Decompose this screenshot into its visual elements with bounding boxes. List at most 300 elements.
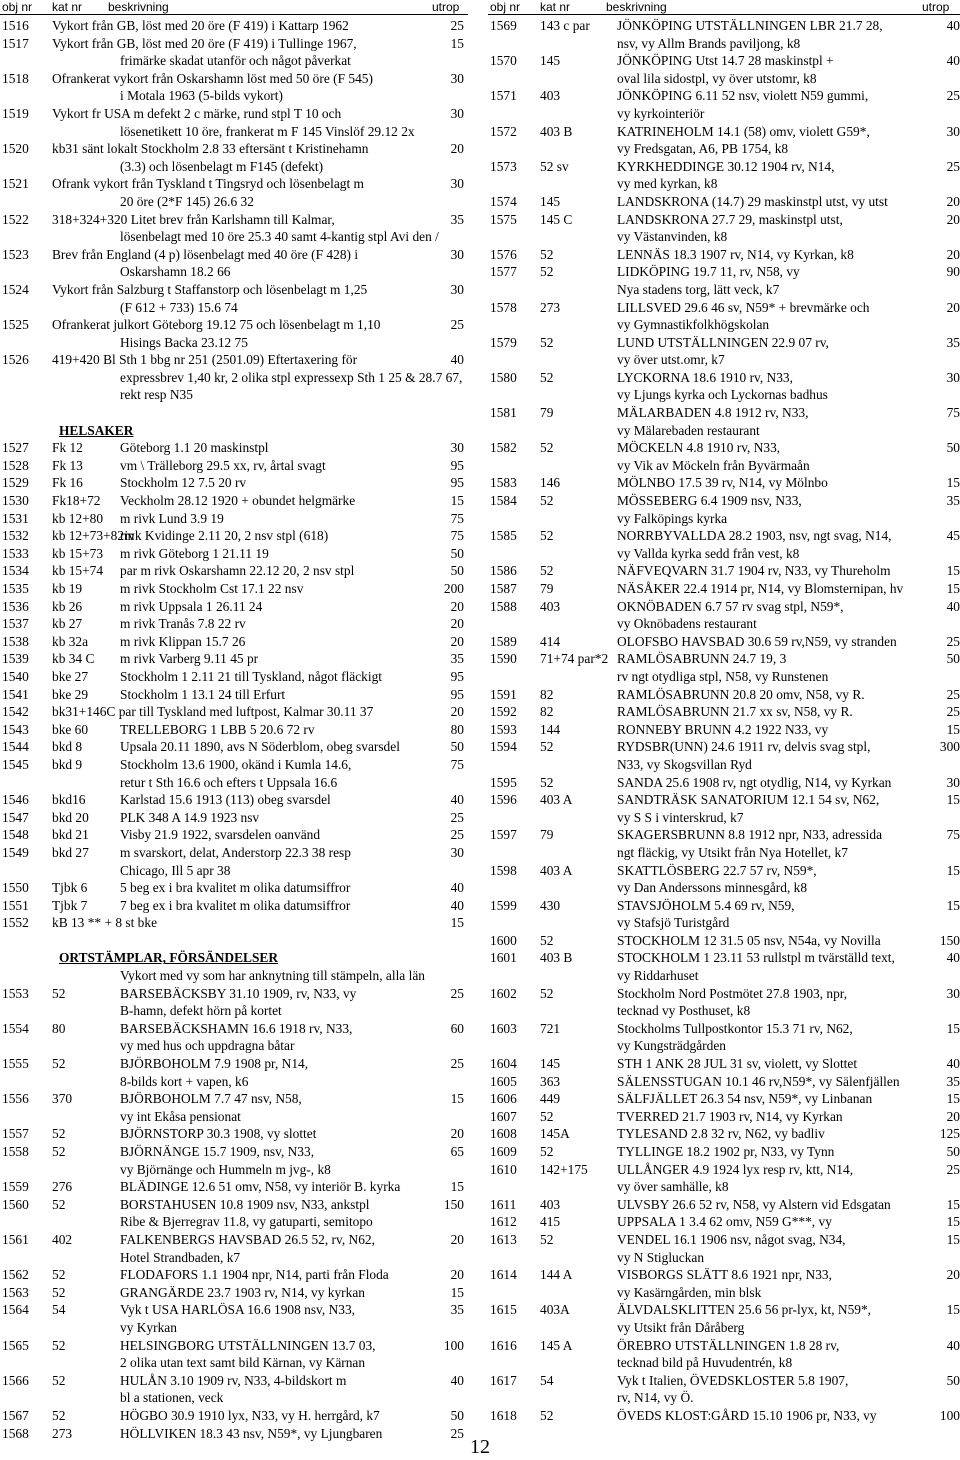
lot-description: Oskarshamn 18.2 66 [120, 264, 231, 280]
lot-price: 15 [450, 1284, 464, 1300]
lot-description: 20 öre (2*F 145) 26.6 32 [120, 193, 254, 209]
lot-description: vy Utsikt från Dåråberg [617, 1319, 745, 1335]
lot-number: 1521 [2, 176, 29, 192]
lot-price: 15 [946, 475, 960, 491]
lot-price: 125 [939, 1126, 960, 1142]
lot-description: vy Vik av Möckeln från Byvärmaån [617, 457, 810, 473]
lot-price: 25 [946, 686, 960, 702]
catalog-number: 403 A [540, 862, 573, 878]
lot-number: 1609 [490, 1144, 517, 1159]
header-katnr: kat nr [540, 0, 571, 14]
lot-price: 300 [939, 739, 960, 755]
lot-number: 1516 [2, 18, 29, 33]
lot-price: 25 [450, 317, 464, 333]
lot-row [490, 862, 960, 897]
catalog-number: Tjbk 7 [52, 897, 88, 913]
lot-price: 35 [450, 211, 464, 227]
lot-price: 50 [450, 563, 464, 579]
lot-description: BARSEBÄCKSHAMN 16.6 1918 rv, N33, [120, 1020, 353, 1036]
lot-number: 1541 [2, 686, 29, 702]
lot-description: Stockholm 1 13.1 24 till Erfurt [120, 686, 286, 702]
lot-number: 1595 [490, 774, 517, 790]
lot-description: m rivk Lund 3.9 19 [120, 510, 224, 526]
catalog-number: 54 [52, 1302, 66, 1318]
catalog-number: bkd 20 [52, 809, 89, 825]
lot-price: 20 [946, 246, 960, 262]
lot-price: 50 [946, 651, 960, 667]
catalog-number: 143 c par [540, 18, 590, 33]
catalog-number: 71+74 par*2 [540, 651, 609, 667]
lot-row [490, 17, 960, 52]
lot-price: 15 [946, 1196, 960, 1212]
lot-description: vm \ Trälleborg 29.5 xx, rv, årtal svagt [120, 457, 326, 473]
lot-row [490, 774, 960, 792]
lot-number: 1598 [490, 862, 517, 878]
lot-price: 25 [946, 633, 960, 649]
lot-price: 15 [946, 721, 960, 737]
lot-description: Nya stadens torg, lätt veck, k7 [617, 281, 780, 297]
lot-description: SANDTRÄSK SANATORIUM 12.1 54 sv, N62, [617, 792, 880, 808]
lot-price: 20 [450, 616, 464, 632]
header-divider [0, 14, 468, 15]
lot-row [490, 334, 960, 369]
lot-price: 20 [450, 704, 464, 720]
lot-number: 1590 [490, 651, 517, 667]
catalog-number: 430 [540, 897, 561, 913]
lot-row [490, 897, 960, 932]
lot-description: Stockholm 1 2.11 21 till Tyskland, något fläckigt [120, 668, 383, 684]
lot-row [490, 580, 960, 598]
catalog-number: 52 [540, 1144, 554, 1159]
lot-price: 20 [946, 1267, 960, 1283]
catalog-number: 52 [540, 985, 554, 1001]
lot-number: 1568 [2, 1425, 29, 1441]
lot-description: vy över samhälle, k8 [617, 1179, 729, 1195]
lot-price: 30 [450, 105, 464, 121]
catalog-number: bkd 9 [52, 756, 83, 772]
catalog-number: 52 [540, 932, 554, 948]
catalog-number: 403 [540, 598, 561, 614]
catalog-number: kb 34 C [52, 651, 95, 667]
lot-number: 1607 [490, 1108, 517, 1124]
lot-description: RONNEBY BRUNN 4.2 1922 N33, vy [617, 721, 829, 737]
lot-number: 1603 [490, 1020, 517, 1036]
lot-number: 1554 [2, 1020, 29, 1036]
lot-number: 1556 [2, 1091, 29, 1107]
lot-number: 1543 [2, 721, 29, 737]
catalog-number: 52 [52, 1407, 66, 1423]
lot-row [2, 1407, 464, 1425]
lot-row [2, 527, 464, 545]
catalog-number: 403 A [540, 792, 573, 808]
lot-row [490, 791, 960, 826]
lot-price: 25 [450, 985, 464, 1001]
lot-description: SKATTLÖSBERG 22.7 57 rv, N59*, [617, 862, 817, 878]
lot-description: Vykort från Salzburg t Staffanstorp och lösenbelagt m 1,25 [52, 281, 368, 297]
lot-row [490, 1020, 960, 1055]
lot-row [2, 105, 464, 140]
lot-description: BJÖRBOHOLM 7.7 47 nsv, N58, [120, 1091, 302, 1107]
lot-description: Karlstad 15.6 1913 (113) obeg svarsdel [120, 792, 331, 808]
lot-price: 25 [450, 1425, 464, 1441]
lot-number: 1523 [2, 246, 29, 262]
lot-row [2, 545, 464, 563]
lot-number: 1571 [490, 88, 517, 104]
catalog-number: kb 12+73+82m [52, 528, 135, 544]
lot-price: 20 [450, 598, 464, 614]
lot-description: SANDA 25.6 1908 rv, ngt otydlig, N14, vy Kyrkan [617, 774, 892, 790]
lot-description: LILLSVED 29.6 46 sv, N59* + brevmärke och [617, 299, 870, 315]
lot-number: 1577 [490, 264, 517, 280]
lot-price: 40 [946, 1337, 960, 1353]
lot-description: vy Kasärngården, min blsk [617, 1284, 762, 1300]
lot-row [2, 1090, 464, 1125]
lot-description: lösenbelagt med 10 öre 25.3 40 samt 4-kantig stpl Avi den / [120, 229, 439, 245]
lot-price: 95 [450, 668, 464, 684]
lot-number: 1588 [490, 598, 517, 614]
lot-description: vy Björnänge och Hummeln m jvg-, k8 [120, 1161, 331, 1177]
lot-row [490, 123, 960, 158]
catalog-number: 52 [540, 739, 554, 755]
lot-number: 1585 [490, 528, 517, 544]
header-divider [488, 14, 960, 15]
lot-price: 95 [450, 457, 464, 473]
lot-number: 1574 [490, 193, 517, 209]
lot-description: 2 olika utan text samt bild Kärnan, vy Kärnan [120, 1355, 366, 1371]
catalog-number: 82 [540, 704, 554, 720]
lot-description: par m rivk Oskarshamn 22.12 20, 2 nsv stpl [120, 563, 355, 579]
lot-row [490, 650, 960, 685]
lot-row [490, 826, 960, 861]
lot-price: 30 [450, 440, 464, 456]
lot-row [490, 87, 960, 122]
lot-description: NÄFVEQVARN 31.7 1904 rv, N33, vy Thureholm [617, 563, 891, 579]
lot-number: 1540 [2, 668, 29, 684]
lot-row [490, 246, 960, 264]
catalog-number: 52 [52, 1144, 66, 1159]
catalog-number: 403 [540, 88, 561, 104]
lot-price: 25 [946, 704, 960, 720]
catalog-number: 403A [540, 1302, 570, 1318]
lot-row [490, 263, 960, 298]
catalog-number: 403 B [540, 123, 573, 139]
lot-row [2, 1284, 464, 1302]
catalog-number: 145 A [540, 1337, 573, 1353]
catalog-number: 52 [52, 1056, 66, 1072]
catalog-number: 142+175 [540, 1161, 588, 1177]
catalog-number: 52 [540, 774, 554, 790]
lot-description: BJÖRNSTORP 30.3 1908, vy slottet [120, 1126, 317, 1142]
lot-description: tecknad bild på Huvudentrén, k8 [617, 1355, 793, 1371]
lot-price: 25 [450, 809, 464, 825]
lot-description: rekt resp N35 [120, 387, 193, 403]
lot-price: 20 [450, 1231, 464, 1247]
lot-description: vy kyrkointeriör [617, 105, 705, 121]
lot-description: vy Mälarebaden restaurant [617, 422, 760, 438]
lot-number: 1529 [2, 475, 29, 491]
lot-description: PLK 348 A 14.9 1923 nsv [120, 809, 260, 825]
lot-description: N33, vy Skogsvillan Ryd [617, 756, 752, 772]
lot-price: 15 [946, 792, 960, 808]
lot-price: 40 [450, 1372, 464, 1388]
lot-description: vy Falköpings kyrka [617, 510, 728, 526]
lot-description: GRANGÄRDE 23.7 1903 rv, N14, vy kyrkan [120, 1284, 365, 1300]
lot-price: 20 [946, 1108, 960, 1124]
catalog-number: kb 12+80 [52, 510, 104, 526]
lot-row [490, 492, 960, 527]
catalog-number: 52 [52, 1372, 66, 1388]
lot-description: HELSINGBORG UTSTÄLLNINGEN 13.7 03, [120, 1337, 376, 1353]
lot-row [2, 439, 464, 457]
lot-row [490, 1108, 960, 1126]
catalog-number: 80 [52, 1020, 66, 1036]
catalog-number: 82 [540, 686, 554, 702]
lot-price: 40 [450, 792, 464, 808]
lot-number: 1564 [2, 1302, 29, 1318]
lot-price: 35 [946, 493, 960, 509]
lot-description: SÄLENSSTUGAN 10.1 46 rv,N59*, vy Sälenfjällen [617, 1073, 900, 1089]
lot-price: 30 [450, 844, 464, 860]
lot-row [2, 211, 464, 246]
lot-number: 1596 [490, 792, 517, 808]
lot-row [490, 527, 960, 562]
lot-number: 1600 [490, 932, 517, 948]
lot-price: 40 [450, 897, 464, 913]
catalog-number: bkd 27 [52, 844, 89, 860]
catalog-number: 52 [540, 246, 554, 262]
catalog-number: 363 [540, 1073, 561, 1089]
catalog-number: 145 [540, 53, 561, 69]
lot-price: 40 [450, 352, 464, 368]
catalog-number: 52 [540, 563, 554, 579]
lot-description: Ofrankerat vykort från Oskarshamn löst med 50 öre (F 545) [52, 70, 373, 86]
lot-description: FLODAFORS 1.1 1904 npr, N14, parti från Floda [120, 1267, 389, 1283]
lot-row [2, 985, 464, 1020]
lot-number: 1525 [2, 317, 29, 333]
lot-number: 1567 [2, 1407, 29, 1423]
lot-row [2, 510, 464, 528]
lot-price: 15 [450, 1091, 464, 1107]
lot-number: 1550 [2, 880, 29, 896]
lot-description: kb31 sänt lokalt Stockholm 2.8 33 eftersänt t Kristinehamn [52, 141, 369, 157]
catalog-number: 52 [540, 440, 554, 456]
lot-description: vy Västanvinden, k8 [617, 229, 728, 245]
lot-description: BJÖRBOHOLM 7.9 1908 pr, N14, [120, 1056, 309, 1072]
lot-price: 95 [450, 686, 464, 702]
lot-description: vy med kyrkan, k8 [617, 176, 718, 192]
lot-price: 25 [946, 88, 960, 104]
lot-number: 1576 [490, 246, 517, 262]
lot-row [490, 1231, 960, 1266]
lot-number: 1527 [2, 440, 29, 456]
lot-price: 75 [450, 510, 464, 526]
lot-description: vy Vallda kyrka sedd från vest, k8 [617, 545, 800, 561]
lot-description: BORSTAHUSEN 10.8 1909 nsv, N33, ankstpl [120, 1196, 370, 1212]
lot-number: 1610 [490, 1161, 517, 1177]
lot-number: 1584 [490, 493, 517, 509]
lot-number: 1613 [490, 1231, 517, 1247]
catalog-number: 52 [52, 1196, 66, 1212]
lot-row [2, 1231, 464, 1266]
lot-row [2, 492, 464, 510]
lot-row [2, 17, 464, 35]
lot-number: 1592 [490, 704, 517, 720]
catalog-number: 415 [540, 1214, 561, 1230]
lot-row [2, 1143, 464, 1178]
lot-number: 1561 [2, 1231, 29, 1247]
lot-number: 1520 [2, 141, 29, 157]
catalog-number: 52 [52, 985, 66, 1001]
lot-description: kB 13 ** + 8 st bke [52, 915, 158, 931]
lot-description: STOCKHOLM 12 31.5 05 nsv, N54a, vy Novilla [617, 932, 881, 948]
lot-price: 20 [946, 299, 960, 315]
lot-description: LANDSKRONA 27.7 29, maskinstpl utst, [617, 211, 843, 227]
lot-description: Ofrankerat julkort Göteborg 19.12 75 och lösenbelagt m 1,10 [52, 317, 381, 333]
lot-description: LANDSKRONA (14.7) 29 maskinstpl utst, vy utst [617, 193, 888, 209]
lot-number: 1535 [2, 581, 29, 596]
lot-row [490, 1213, 960, 1231]
lot-price: 40 [946, 950, 960, 966]
lot-number: 1601 [490, 950, 517, 966]
catalog-number: 449 [540, 1091, 561, 1107]
lot-price: 15 [946, 1214, 960, 1230]
lot-row [2, 844, 464, 879]
lot-row [2, 633, 464, 651]
lot-price: 90 [946, 264, 960, 280]
lot-price: 40 [946, 53, 960, 69]
lot-description: LUND UTSTÄLLNINGEN 22.9 07 rv, [617, 334, 829, 350]
lot-description: Hisings Backa 23.12 75 [120, 334, 248, 350]
lot-row [2, 70, 464, 105]
lot-row [2, 826, 464, 844]
header-objnr: obj nr [490, 0, 521, 14]
lot-row [2, 580, 464, 598]
catalog-number: 144 A [540, 1267, 573, 1283]
lot-description: HULÅN 3.10 1909 rv, N33, 4-bildskort m [120, 1372, 347, 1388]
catalog-number: bkd 8 [52, 739, 83, 755]
lot-description: STOCKHOLM 1 23.11 53 rullstpl m tvärställd text, [617, 950, 895, 966]
lot-description: Vyk t Italien, ÖVEDSKLOSTER 5.8 1907, [617, 1372, 849, 1388]
lot-description: Vykort från GB, löst med 20 öre (F 419) i Kattarp 1962 [52, 18, 349, 33]
lot-number: 1583 [490, 475, 517, 491]
lot-description: B-hamn, defekt hörn på kortet [120, 1003, 282, 1019]
lot-description: LIDKÖPING 19.7 11, rv, N58, vy [617, 264, 800, 280]
lot-number: 1602 [490, 985, 517, 1001]
intro-text: Vykort med vy som har anknytning till stämpeln, alla län [120, 968, 425, 984]
lot-description: 7 beg ex i bra kvalitet m olika datumsiffror [120, 897, 351, 913]
lot-number: 1581 [490, 405, 517, 421]
lot-price: 15 [946, 1091, 960, 1107]
lot-row [2, 1266, 464, 1284]
lot-row [2, 615, 464, 633]
lot-row [2, 650, 464, 668]
lot-description: Stockholm Nord Postmötet 27.8 1903, npr, [617, 985, 848, 1001]
catalog-number: kb 27 [52, 616, 83, 632]
lot-row [2, 1020, 464, 1055]
lot-number: 1560 [2, 1196, 29, 1212]
header-katnr: kat nr [52, 0, 83, 14]
lot-description: ÖREBRO UTSTÄLLNINGEN 1.8 28 rv, [617, 1337, 840, 1353]
lot-row [2, 1055, 464, 1090]
catalog-number: 276 [52, 1179, 73, 1195]
lot-number: 1559 [2, 1179, 29, 1195]
lot-description: Ribe & Bjerregrav 11.8, vy gatuparti, semitopo [120, 1214, 373, 1230]
catalog-number: 52 [52, 1284, 66, 1300]
catalog-number: kb 19 [52, 581, 83, 596]
lot-description: vy Dan Anderssons minnesgård, k8 [617, 880, 808, 896]
lot-number: 1618 [490, 1407, 517, 1423]
lot-number: 1553 [2, 985, 29, 1001]
lot-row [2, 281, 464, 316]
lot-price: 20 [450, 633, 464, 649]
spacer [2, 404, 464, 422]
lot-description: ÄLVDALSKLITTEN 25.6 56 pr-lyx, kt, N59*, [617, 1302, 872, 1318]
lot-price: 35 [450, 1302, 464, 1318]
lot-number: 1558 [2, 1144, 29, 1159]
lot-number: 1611 [490, 1196, 517, 1212]
lot-row [490, 932, 960, 950]
lot-number: 1548 [2, 827, 29, 843]
lot-row [2, 351, 464, 404]
lot-row [2, 316, 464, 351]
lot-price: 30 [946, 123, 960, 139]
lot-description: BJÖRNÄNGE 15.7 1909, nsv, N33, [120, 1144, 315, 1159]
lot-description: JÖNKÖPING Utst 14.7 28 maskinstpl + [617, 53, 834, 69]
catalog-number: bkd16 [52, 792, 86, 808]
catalog-number: 146 [540, 475, 561, 491]
lot-row [490, 703, 960, 721]
lot-number: 1572 [490, 123, 517, 139]
catalog-number: 145 [540, 193, 561, 209]
lot-row [490, 369, 960, 404]
lot-description: MÖLNBO 17.5 39 rv, N14, vy Mölnbo [617, 475, 828, 491]
lot-description: bk31+146C par till Tyskland med luftpost, Kalmar 30.11 37 [52, 704, 374, 720]
catalog-number: bke 29 [52, 686, 89, 702]
lot-price: 30 [946, 985, 960, 1001]
lot-description: UPPSALA 1 3.4 62 omv, N59 G***, vy [617, 1214, 832, 1230]
lot-price: 75 [450, 756, 464, 772]
lot-description: vy Kungsträdgården [617, 1038, 726, 1054]
lot-description: LYCKORNA 18.6 1910 rv, N33, [617, 369, 793, 385]
header-objnr: obj nr [2, 0, 33, 14]
lot-number: 1617 [490, 1372, 517, 1388]
right-column [490, 17, 960, 1425]
lot-number: 1593 [490, 721, 517, 737]
lot-description: VENDEL 16.1 1906 nsv, något svag, N34, [617, 1231, 846, 1247]
lot-description: lösenetikett 10 öre, frankerat m F 145 Vinslöf 29.12 2x [120, 123, 415, 139]
lot-description: (F 612 + 733) 15.6 74 [120, 299, 238, 315]
lot-price: 150 [443, 1196, 464, 1212]
lot-description: Veckholm 28.12 1920 + obundet helgmärke [120, 493, 356, 509]
catalog-number: bke 60 [52, 721, 89, 737]
lot-description: MÖSSEBERG 6.4 1909 nsv, N33, [617, 493, 802, 509]
lot-number: 1545 [2, 756, 29, 772]
lot-row [490, 193, 960, 211]
lot-number: 1534 [2, 563, 29, 579]
lot-number: 1524 [2, 281, 29, 297]
lot-description: Hotel Strandbaden, k7 [120, 1249, 241, 1265]
lot-description: vy Stafsjö Turistgård [617, 915, 730, 931]
catalog-number: 145 [540, 1056, 561, 1072]
lot-description: Visby 21.9 1922, svarsdelen oanvänd [120, 827, 321, 843]
section-heading [2, 949, 464, 967]
lot-price: 25 [450, 827, 464, 843]
lot-number: 1578 [490, 299, 517, 315]
lot-price: 15 [450, 35, 464, 51]
lot-description: ULVSBY 26.6 52 rv, N58, vy Alstern vid Edsgatan [617, 1196, 891, 1212]
lot-price: 45 [946, 528, 960, 544]
lot-number: 1526 [2, 352, 29, 368]
